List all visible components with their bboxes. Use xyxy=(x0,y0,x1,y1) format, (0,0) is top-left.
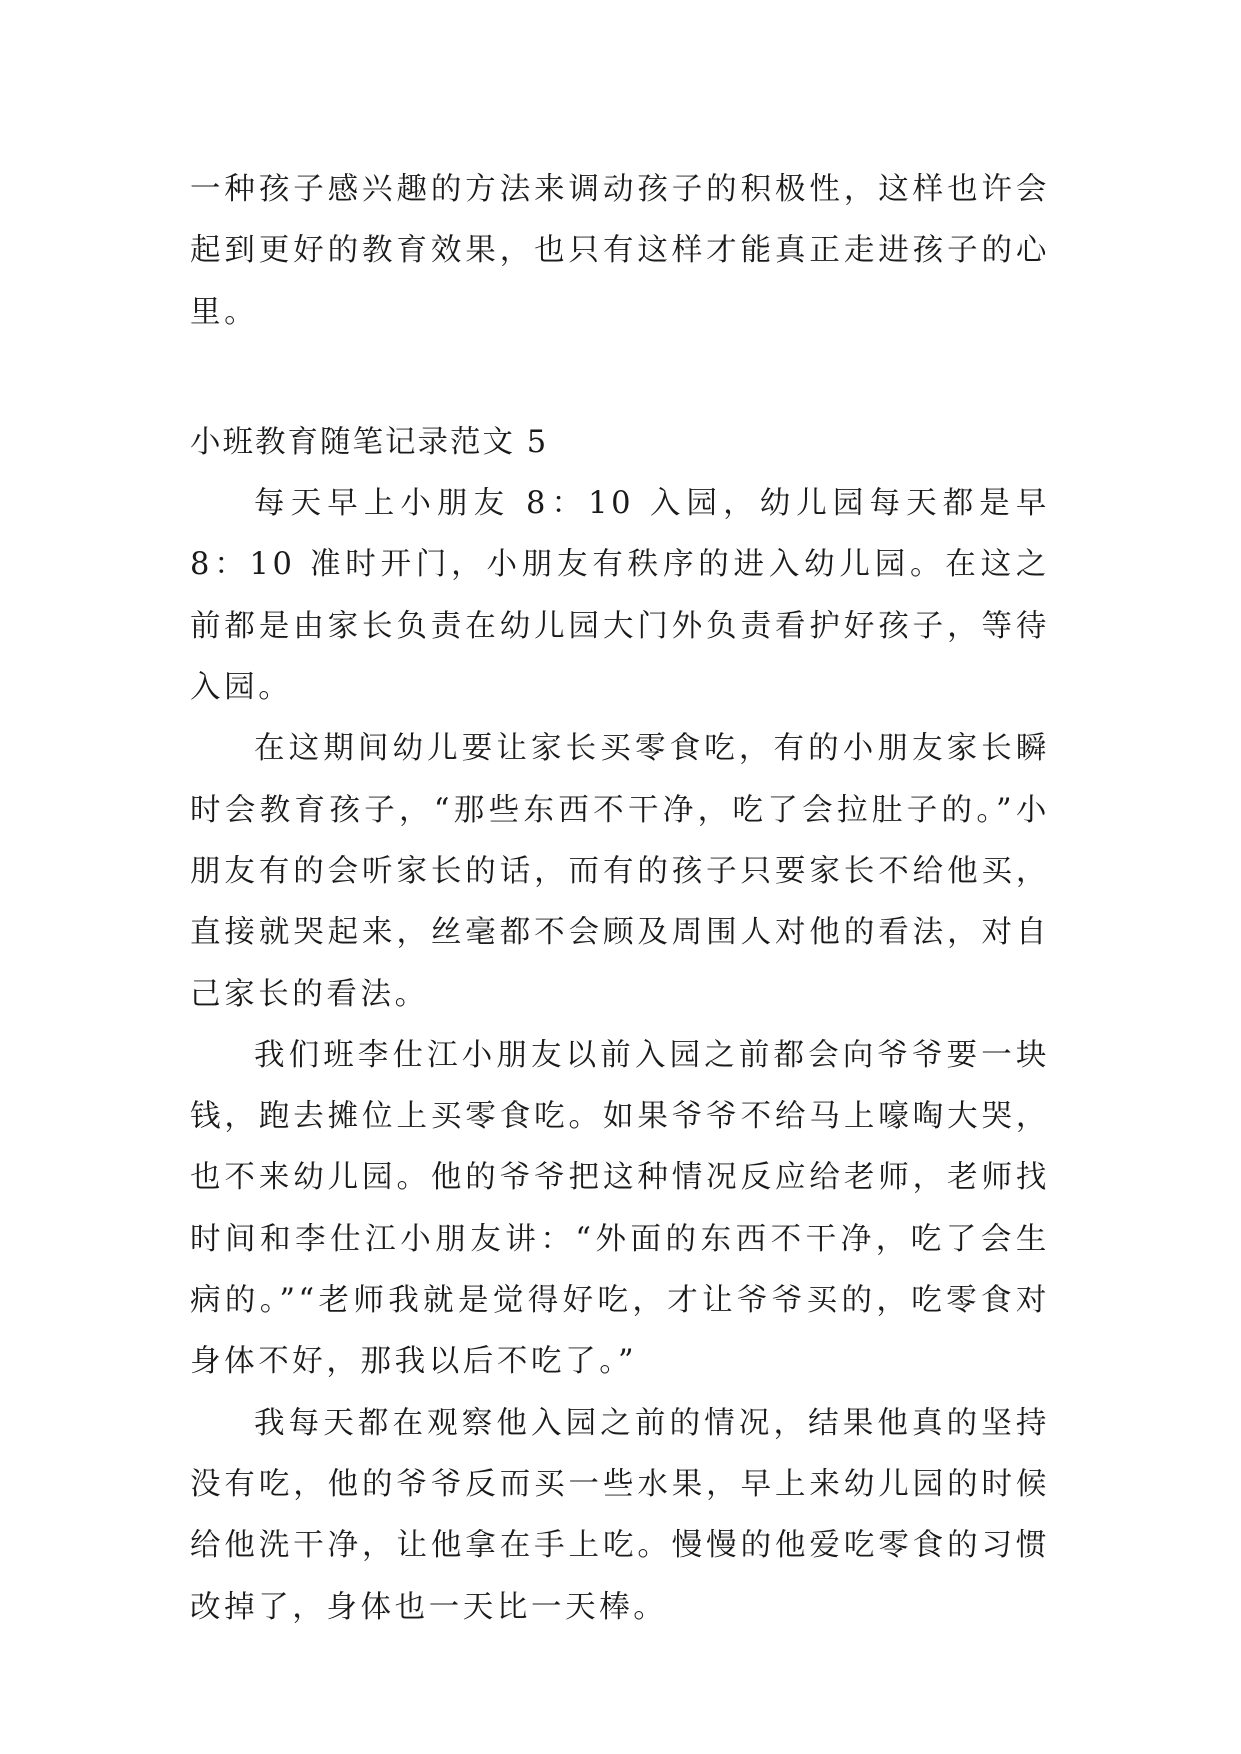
body-paragraph-1: 每天早上小朋友 8：10 入园，幼儿园每天都是早 8：10 准时开门，小朋友有秩序的进入幼儿园。在这之前都是由家长负责在幼儿园大门外负责看护好孩子，等待入园。 xyxy=(190,486,1050,706)
intro-paragraph: 一种孩子感兴趣的方法来调动孩子的积极性，这样也许会起到更好的教育效果，也只有这样才能真正走进孩子的心里。 xyxy=(190,172,1050,330)
body-paragraph-3: 我们班李仕江小朋友以前入园之前都会向爷爷要一块钱，跑去摊位上买零食吃。如果爷爷不给马上嚎啕大哭，也不来幼儿园。他的爷爷把这种情况反应给老师，老师找时间和李仕江小朋友讲：“外面的东西不干净，吃了会生病的。”“老师我就是觉得好吃，才让爷爷买的，吃零食对身体不好，那我以后不吃了。” xyxy=(190,1037,1050,1380)
document-body xyxy=(190,159,1050,1638)
body-paragraph-4: 我每天都在观察他入园之前的情况，结果他真的坚持没有吃，他的爷爷反而买一些水果，早上来幼儿园的时候给他洗干净，让他拿在手上吃。慢慢的他爱吃零食的习惯改掉了，身体也一天比一天棒。 xyxy=(190,1405,1050,1625)
section-title: 小班教育随笔记录范文 5 xyxy=(190,424,549,460)
body-paragraph-2: 在这期间幼儿要让家长买零食吃，有的小朋友家长瞬时会教育孩子，“那些东西不干净，吃了会拉肚子的。”小朋友有的会听家长的话，而有的孩子只要家长不给他买，直接就哭起来，丝毫都不会顾及周围人对他的看法，对自己家长的看法。 xyxy=(190,731,1050,1012)
